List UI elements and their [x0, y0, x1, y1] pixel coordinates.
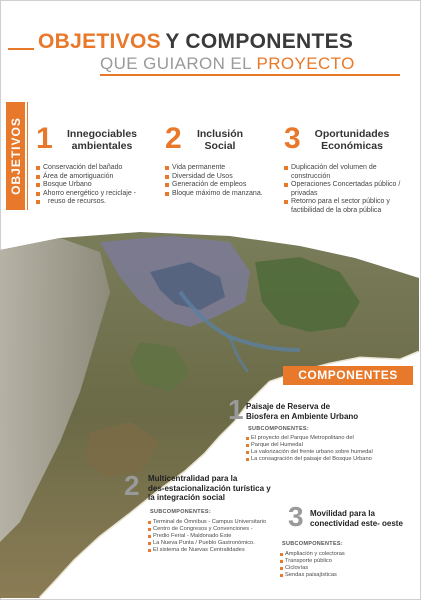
- objetivo-list-3: [284, 164, 409, 215]
- list-item: Bosque Urbano: [36, 181, 158, 190]
- list-item: Vida permanente: [165, 164, 280, 173]
- componente-number-3: 3: [288, 501, 304, 532]
- componente-list-3: [280, 551, 345, 579]
- list-item: reuso de recursos.: [36, 198, 158, 207]
- objetivo-heading-3: [302, 128, 402, 152]
- componente-heading-3-line2: conectividad este- oeste: [310, 518, 403, 528]
- componente-heading-3: [310, 509, 403, 528]
- componente-heading-3-line1: Movilidad para la: [310, 509, 375, 518]
- list-item: Ahorro energético y reciclaje -: [36, 190, 158, 199]
- list-item: Bloque máximo de manzana.: [165, 190, 280, 199]
- list-item: Generación de empleos: [165, 181, 280, 190]
- objetivo-heading-1-line2: ambientales: [71, 140, 133, 152]
- componente-list-1: [246, 435, 373, 463]
- subtitle-part2: PROYECTO: [256, 54, 355, 73]
- objetivo-heading-3-line2: Económicas: [321, 140, 383, 152]
- objetivo-heading-2: [185, 128, 255, 152]
- list-item: La Nueva Punta / Pueblo Gastronómico.: [148, 540, 266, 547]
- componente-heading-2: [148, 474, 271, 503]
- objetivo-number-2: 2: [165, 122, 182, 155]
- objetivo-heading-1-line1: Innegociables: [66, 128, 138, 140]
- objetivo-heading-2-line1: Inclusión: [196, 128, 244, 140]
- subcomponentes-label-1: SUBCOMPONENTES:: [248, 426, 310, 432]
- componente-list-2: [148, 519, 266, 554]
- list-item: El sistema de Nuevas Centralidades: [148, 547, 266, 554]
- subtitle-part1: QUE GUIARON EL: [100, 54, 253, 73]
- subcomponentes-label-3: SUBCOMPONENTES:: [282, 541, 344, 547]
- objetivo-heading-2-line2: Social: [204, 140, 236, 152]
- title-divider: [8, 48, 34, 50]
- list-item: Predio Ferial - Maldonado Este: [148, 533, 266, 540]
- componente-heading-1-line2: Biosfera en Ambiente Urbano: [246, 411, 359, 421]
- componente-heading-2-line1: Multicentralidad para la: [148, 474, 238, 483]
- list-item: Sendas paisajísticas: [280, 572, 345, 579]
- list-item: Transporte público: [280, 558, 345, 565]
- list-item: Conservación del bañado: [36, 164, 158, 173]
- objetivo-heading-1: [56, 128, 148, 152]
- list-item: La valorización del frente urbano sobre humedal: [246, 449, 373, 456]
- objetivo-number-1: 1: [36, 122, 53, 155]
- componente-block-1: [228, 396, 413, 466]
- list-item: Área de amortiguación: [36, 173, 158, 182]
- list-item: Operaciones Concertadas público / privadas: [284, 181, 409, 198]
- list-item: Ampliación y colectoras: [280, 551, 345, 558]
- list-item: Duplicación del volumen de construcción: [284, 164, 409, 181]
- componente-block-2: [124, 472, 284, 582]
- list-item: El proyecto del Parque Metropolitano del: [246, 435, 373, 442]
- list-item: Ciclovías: [280, 565, 345, 572]
- objetivos-side-rule: [27, 102, 28, 210]
- componente-heading-2-line3: la integración social: [148, 493, 225, 502]
- componente-block-3: [282, 501, 413, 588]
- list-item: Diversidad de Usos: [165, 173, 280, 182]
- componente-heading-1: [246, 402, 358, 421]
- list-item: Centro de Congresos y Convenciones -: [148, 526, 266, 533]
- list-item: Terminal de Ómnibus - Campus Universitario: [148, 519, 266, 526]
- componente-heading-1-line1: Paisaje de Reserva de: [246, 402, 331, 411]
- objetivo-list-2: [165, 164, 280, 198]
- componente-number-1: 1: [228, 394, 244, 425]
- page-subtitle: [100, 54, 355, 74]
- objetivos-side-text: OBJETIVOS: [8, 117, 23, 195]
- list-item: Parque del Humedal: [246, 442, 373, 449]
- title-objetivos: OBJETIVOS: [38, 30, 161, 53]
- componente-number-2: 2: [124, 470, 140, 501]
- title-componentes: Y COMPONENTES: [165, 30, 354, 53]
- componente-heading-2-line2: des-estacionalización turística y: [148, 483, 271, 493]
- objetivo-list-1: [36, 164, 158, 207]
- list-item: La consagración del paisaje del Bosque Urbano: [246, 456, 373, 463]
- objetivo-number-3: 3: [284, 122, 301, 155]
- componentes-label: COMPONENTES: [283, 366, 413, 385]
- objetivo-heading-3-line1: Oportunidades: [314, 128, 390, 140]
- objetivos-side-label: [6, 102, 25, 210]
- subcomponentes-label-2: SUBCOMPONENTES:: [150, 509, 212, 515]
- subtitle-divider: [100, 74, 400, 76]
- list-item: Retorno para el sector público y factibilidad de la obra pública: [284, 198, 409, 215]
